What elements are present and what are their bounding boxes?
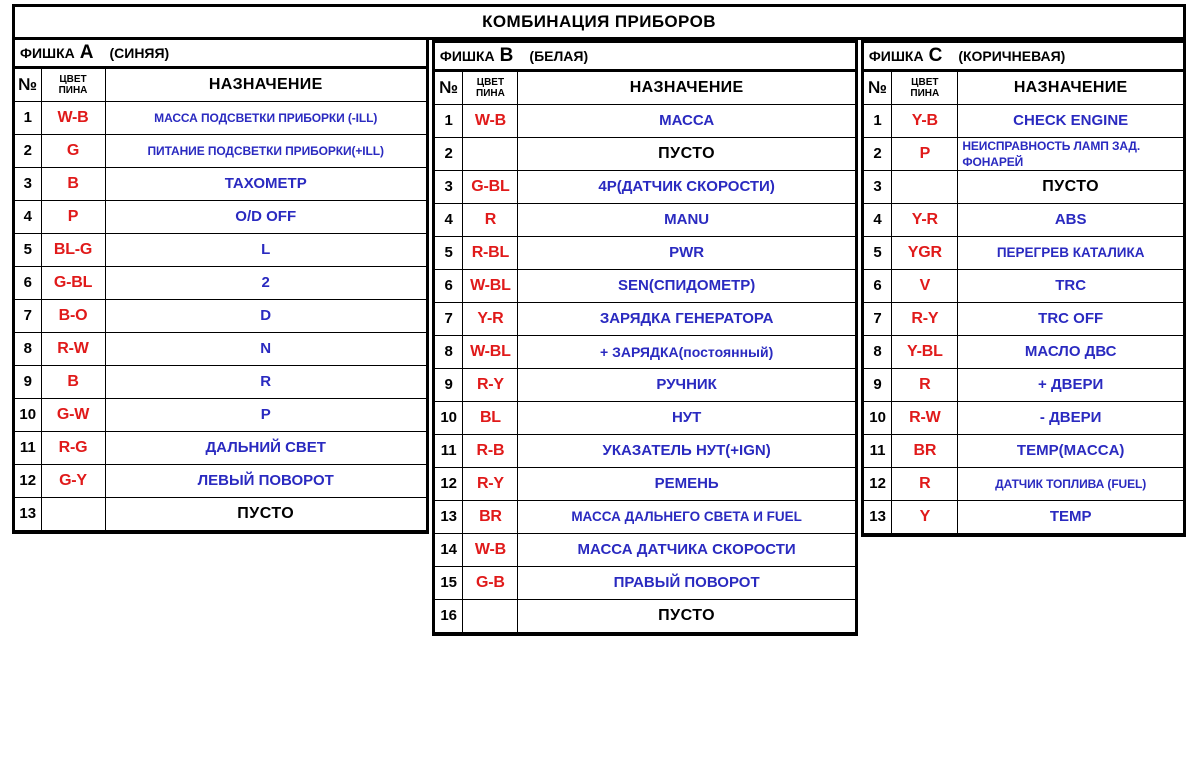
pin-function: МАССА ДАТЧИКА СКОРОСТИ <box>518 533 855 566</box>
table-row <box>435 500 855 533</box>
pin-function-empty: ПУСТО <box>518 599 855 632</box>
table-row <box>435 302 855 335</box>
column-header-pin-color: ЦВЕТ ПИНА <box>463 72 518 104</box>
pin-color-code: R <box>892 368 958 401</box>
pin-number: 2 <box>864 137 892 170</box>
pin-color-code <box>463 599 518 632</box>
pin-function: РЕМЕНЬ <box>518 467 855 500</box>
pin-number: 5 <box>15 233 41 266</box>
table-row <box>435 335 855 368</box>
pin-color-code: R <box>892 467 958 500</box>
pin-number: 2 <box>15 134 41 167</box>
pin-function-empty: ПУСТО <box>105 497 426 530</box>
table-row <box>864 335 1183 368</box>
pin-number: 4 <box>15 200 41 233</box>
table-row <box>15 299 426 332</box>
column-header-number: № <box>15 69 41 101</box>
connector-block-c <box>861 40 1186 537</box>
pin-number: 3 <box>15 167 41 200</box>
pin-function: ПРАВЫЙ ПОВОРОТ <box>518 566 855 599</box>
block-c-color-name: (КОРИЧНЕВАЯ) <box>958 48 1066 64</box>
table-row <box>15 134 426 167</box>
pin-function: L <box>105 233 426 266</box>
pin-function: УКАЗАТЕЛЬ НУТ(+IGN) <box>518 434 855 467</box>
pin-number: 8 <box>435 335 463 368</box>
pin-number: 7 <box>15 299 41 332</box>
pin-color-code: R-W <box>892 401 958 434</box>
column-header-function: НАЗНАЧЕНИЕ <box>105 69 426 101</box>
pin-number: 9 <box>864 368 892 401</box>
pin-number: 8 <box>15 332 41 365</box>
table-row <box>435 368 855 401</box>
column-header-number: № <box>864 72 892 104</box>
pin-number: 6 <box>435 269 463 302</box>
pin-function: ПЕРЕГРЕВ КАТАЛИКА <box>958 236 1183 269</box>
column-header-function: НАЗНАЧЕНИЕ <box>958 72 1183 104</box>
pin-function-empty: ПУСТО <box>958 170 1183 203</box>
pin-function: МАСЛО ДВС <box>958 335 1183 368</box>
block-a-letter: A <box>79 42 94 63</box>
table-row <box>864 500 1183 533</box>
block-b-label: ФИШКА <box>439 48 495 64</box>
pin-function: P <box>105 398 426 431</box>
pin-number: 12 <box>435 467 463 500</box>
table-row <box>864 104 1183 137</box>
table-row <box>864 203 1183 236</box>
pin-number: 4 <box>435 203 463 236</box>
pin-color-code: G-BL <box>41 266 105 299</box>
table-row <box>435 137 855 170</box>
block-a-header-row <box>15 69 426 101</box>
pin-color-code: BR <box>892 434 958 467</box>
table-row <box>435 434 855 467</box>
pin-function: TRC <box>958 269 1183 302</box>
pin-color-code: B <box>41 365 105 398</box>
table-row <box>435 269 855 302</box>
table-row <box>15 332 426 365</box>
pin-color-code <box>892 170 958 203</box>
pin-function: ЛЕВЫЙ ПОВОРОТ <box>105 464 426 497</box>
column-header-pin-color: ЦВЕТ ПИНА <box>41 69 105 101</box>
pin-color-code: BR <box>463 500 518 533</box>
table-row <box>435 467 855 500</box>
pin-number: 11 <box>435 434 463 467</box>
pin-number: 8 <box>864 335 892 368</box>
pin-number: 4 <box>864 203 892 236</box>
table-row <box>15 266 426 299</box>
pin-color-code: BL <box>463 401 518 434</box>
table-row <box>864 467 1183 500</box>
pin-number: 12 <box>15 464 41 497</box>
pin-function: D <box>105 299 426 332</box>
pin-color-code: R-G <box>41 431 105 464</box>
pin-function: R <box>105 365 426 398</box>
pin-color-code: W-B <box>463 533 518 566</box>
block-c-header-row <box>864 72 1183 104</box>
pin-number: 7 <box>864 302 892 335</box>
pin-color-code: B <box>41 167 105 200</box>
pin-color-code: R <box>463 203 518 236</box>
pin-number: 1 <box>15 101 41 134</box>
pin-color-code: R-W <box>41 332 105 365</box>
pin-number: 10 <box>435 401 463 434</box>
pin-number: 13 <box>864 500 892 533</box>
pin-color-code: R-BL <box>463 236 518 269</box>
pin-color-code: Y-R <box>892 203 958 236</box>
pin-color-code: R-Y <box>463 467 518 500</box>
pin-number: 3 <box>864 170 892 203</box>
table-row <box>15 497 426 530</box>
pin-function: ДАТЧИК ТОПЛИВА (FUEL) <box>958 467 1183 500</box>
table-row <box>15 167 426 200</box>
pin-number: 5 <box>435 236 463 269</box>
pin-function: - ДВЕРИ <box>958 401 1183 434</box>
table-row <box>15 431 426 464</box>
pin-function: РУЧНИК <box>518 368 855 401</box>
pin-function: ДАЛЬНИЙ СВЕТ <box>105 431 426 464</box>
connector-blocks-row <box>12 40 1186 636</box>
table-row <box>435 533 855 566</box>
table-row <box>15 200 426 233</box>
pin-color-code: W-BL <box>463 335 518 368</box>
pin-function: O/D OFF <box>105 200 426 233</box>
pin-number: 11 <box>864 434 892 467</box>
pin-number: 16 <box>435 599 463 632</box>
pin-number: 13 <box>15 497 41 530</box>
pin-color-code: P <box>892 137 958 170</box>
column-header-pin-color: ЦВЕТ ПИНА <box>892 72 958 104</box>
pin-function: + ДВЕРИ <box>958 368 1183 401</box>
pin-function: + ЗАРЯДКА(постоянный) <box>518 335 855 368</box>
pin-function: SEN(СПИДОМЕТР) <box>518 269 855 302</box>
pin-color-code: G-W <box>41 398 105 431</box>
block-c-label: ФИШКА <box>868 48 924 64</box>
pin-function: МАССА ПОДСВЕТКИ ПРИБОРКИ (-ILL) <box>105 101 426 134</box>
pin-function: TEMP(MACCA) <box>958 434 1183 467</box>
table-row <box>864 434 1183 467</box>
pin-number: 3 <box>435 170 463 203</box>
pin-function-empty: ПУСТО <box>518 137 855 170</box>
pin-number: 1 <box>435 104 463 137</box>
pin-number: 11 <box>15 431 41 464</box>
pin-function: TEMP <box>958 500 1183 533</box>
pin-number: 5 <box>864 236 892 269</box>
table-row <box>435 203 855 236</box>
pin-color-code: Y-BL <box>892 335 958 368</box>
pin-number: 10 <box>15 398 41 431</box>
pin-color-code: YGR <box>892 236 958 269</box>
pin-color-code: G <box>41 134 105 167</box>
connector-column-c <box>861 40 1186 537</box>
pin-color-code: W-B <box>463 104 518 137</box>
page-title: КОМБИНАЦИЯ ПРИБОРОВ <box>482 12 716 31</box>
pin-color-code: V <box>892 269 958 302</box>
block-b-table <box>435 72 855 633</box>
pin-function: CHECK ENGINE <box>958 104 1183 137</box>
table-row <box>864 137 1183 170</box>
pin-color-code: G-B <box>463 566 518 599</box>
pin-color-code: R-Y <box>892 302 958 335</box>
pin-color-code: R-Y <box>463 368 518 401</box>
table-row <box>15 101 426 134</box>
block-c-letter: C <box>928 45 943 66</box>
connector-block-b <box>432 40 858 636</box>
pin-number: 10 <box>864 401 892 434</box>
pin-function: ТАХОМЕТР <box>105 167 426 200</box>
table-row <box>15 365 426 398</box>
table-row <box>435 236 855 269</box>
block-a-label: ФИШКА <box>20 45 75 61</box>
block-a-color-name: (СИНЯЯ) <box>109 45 170 61</box>
block-b-letter: B <box>499 45 514 66</box>
table-row <box>864 269 1183 302</box>
table-row <box>864 170 1183 203</box>
table-row <box>864 368 1183 401</box>
table-row <box>15 398 426 431</box>
pin-number: 13 <box>435 500 463 533</box>
pin-color-code: BL-G <box>41 233 105 266</box>
table-row <box>864 236 1183 269</box>
pin-color-code <box>41 497 105 530</box>
pin-color-code: W-BL <box>463 269 518 302</box>
pin-color-code: Y-R <box>463 302 518 335</box>
table-row <box>435 104 855 137</box>
pin-number: 9 <box>15 365 41 398</box>
pin-function: PWR <box>518 236 855 269</box>
pin-function: TRC OFF <box>958 302 1183 335</box>
connector-block-a <box>12 40 429 534</box>
pin-color-code: Y-B <box>892 104 958 137</box>
table-row <box>435 566 855 599</box>
block-c-header <box>864 43 1183 72</box>
pin-number: 12 <box>864 467 892 500</box>
block-b-color-name: (БЕЛАЯ) <box>529 48 589 64</box>
pin-function: ЗАРЯДКА ГЕНЕРАТОРА <box>518 302 855 335</box>
pin-function: 2 <box>105 266 426 299</box>
pin-function: НУТ <box>518 401 855 434</box>
block-c-table <box>864 72 1183 534</box>
pin-function: MANU <box>518 203 855 236</box>
pin-function: МАССА <box>518 104 855 137</box>
table-row <box>15 464 426 497</box>
pin-color-code: G-BL <box>463 170 518 203</box>
pin-function: N <box>105 332 426 365</box>
pin-number: 2 <box>435 137 463 170</box>
block-b-header-row <box>435 72 855 104</box>
wiring-pinout-sheet <box>12 4 1186 636</box>
pin-function: НЕИСПРАВНОСТЬ ЛАМП ЗАД. ФОНАРЕЙ <box>958 137 1183 170</box>
connector-column-b <box>432 40 858 636</box>
table-row <box>15 233 426 266</box>
pin-function: 4P(ДАТЧИК СКОРОСТИ) <box>518 170 855 203</box>
pin-number: 6 <box>864 269 892 302</box>
column-header-function: НАЗНАЧЕНИЕ <box>518 72 855 104</box>
table-row <box>435 401 855 434</box>
table-row <box>864 302 1183 335</box>
block-a-header <box>15 40 426 69</box>
pin-color-code: W-B <box>41 101 105 134</box>
pin-color-code: B-O <box>41 299 105 332</box>
pin-number: 1 <box>864 104 892 137</box>
pin-function: ПИТАНИЕ ПОДСВЕТКИ ПРИБОРКИ(+ILL) <box>105 134 426 167</box>
pin-function: МАССА ДАЛЬНЕГО СВЕТА И FUEL <box>518 500 855 533</box>
pin-color-code <box>463 137 518 170</box>
table-row <box>435 170 855 203</box>
pin-number: 14 <box>435 533 463 566</box>
pin-number: 15 <box>435 566 463 599</box>
table-row <box>435 599 855 632</box>
pin-number: 7 <box>435 302 463 335</box>
table-row <box>864 401 1183 434</box>
connector-column-a <box>12 40 429 534</box>
pin-color-code: G-Y <box>41 464 105 497</box>
pin-color-code: P <box>41 200 105 233</box>
pin-color-code: R-B <box>463 434 518 467</box>
pin-function: ABS <box>958 203 1183 236</box>
pin-number: 6 <box>15 266 41 299</box>
pin-number: 9 <box>435 368 463 401</box>
block-a-table <box>15 69 426 531</box>
pin-color-code: Y <box>892 500 958 533</box>
document-title-bar <box>12 4 1186 40</box>
column-header-number: № <box>435 72 463 104</box>
block-b-header <box>435 43 855 72</box>
